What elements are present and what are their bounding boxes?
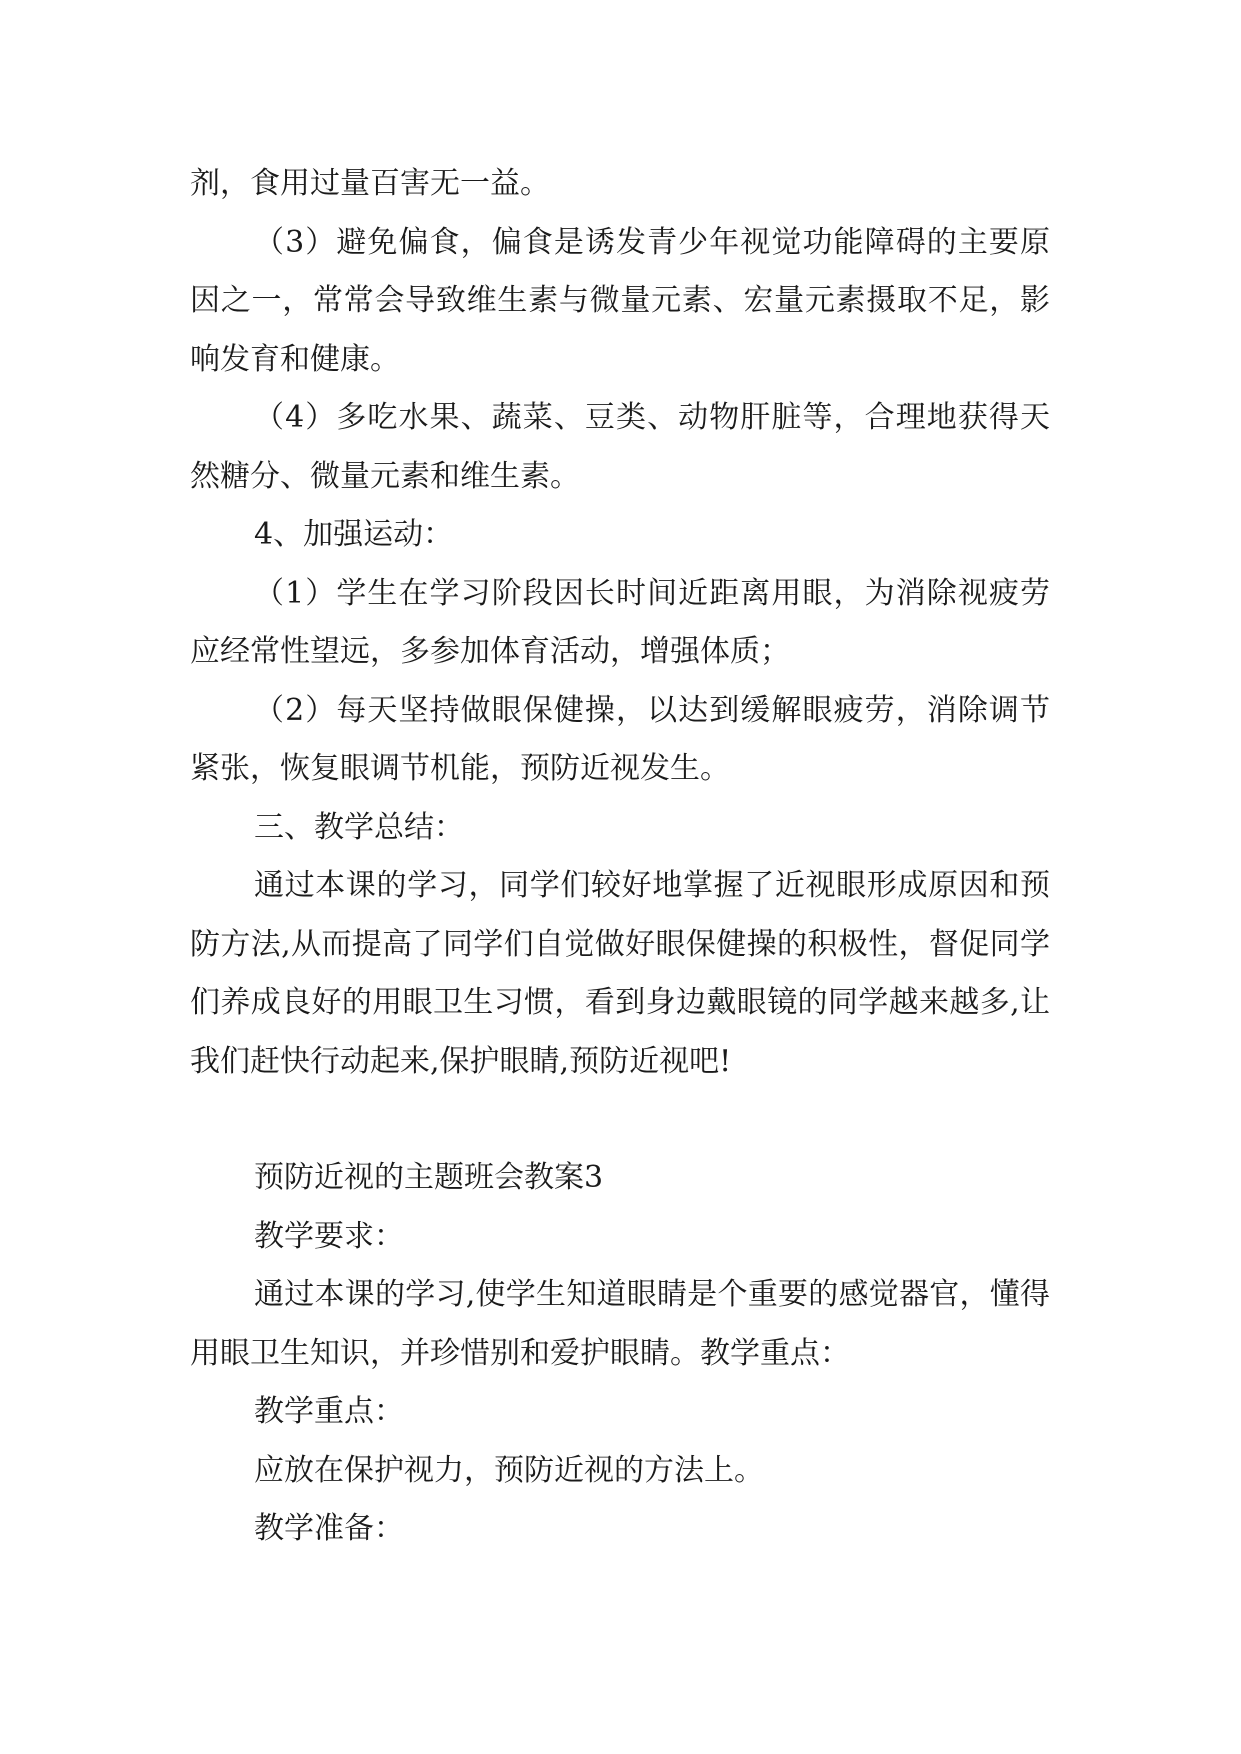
section-title: 预防近视的主题班会教案3 bbox=[254, 1160, 604, 1195]
heading-teaching-summary: 三、教学总结： bbox=[254, 809, 464, 845]
paragraph-continuation: 剂，食用过量百害无一益。 bbox=[190, 166, 550, 201]
heading-teaching-preparation: 教学准备： bbox=[254, 1511, 404, 1546]
paragraph-focus: 应放在保护视力，预防近视的方法上。 bbox=[254, 1452, 764, 1488]
paragraph-summary: 通过本课的学习，同学们较好地掌握了近视眼形成原因和预防方法,从而提高了同学们自觉做好眼保健操的积极性，督促同学们养成良好的用眼卫生习惯，看到身边戴眼镜的同学越来越多,让我们赶快行动起来,保护眼睛,预防近视吧! bbox=[190, 868, 1050, 1079]
paragraph-eat-fruits: （4）多吃水果、蔬菜、豆类、动物肝脏等，合理地获得天然糖分、微量元素和维生素。 bbox=[190, 400, 1050, 494]
paragraph-requirements: 通过本课的学习,使学生知道眼睛是个重要的感觉器官，懂得用眼卫生知识，并珍惜别和爱护眼睛。教学重点： bbox=[190, 1277, 1050, 1371]
paragraph-look-far: （1）学生在学习阶段因长时间近距离用眼，为消除视疲劳应经常性望远，多参加体育活动，增强体质； bbox=[190, 575, 1050, 669]
heading-teaching-requirements: 教学要求： bbox=[254, 1218, 404, 1254]
document-body bbox=[190, 155, 1050, 1559]
paragraph-avoid-picky-eating: （3）避免偏食，偏食是诱发青少年视觉功能障碍的主要原因之一，常常会导致维生素与微量元素、宏量元素摄取不足，影响发育和健康。 bbox=[190, 224, 1050, 377]
paragraph-eye-exercise: （2）每天坚持做眼保健操，以达到缓解眼疲劳，消除调节紧张，恢复眼调节机能，预防近视发生。 bbox=[190, 692, 1050, 786]
section-spacer bbox=[190, 1091, 1050, 1149]
heading-teaching-focus: 教学重点： bbox=[254, 1394, 404, 1429]
heading-exercise: 4、加强运动： bbox=[254, 517, 454, 552]
